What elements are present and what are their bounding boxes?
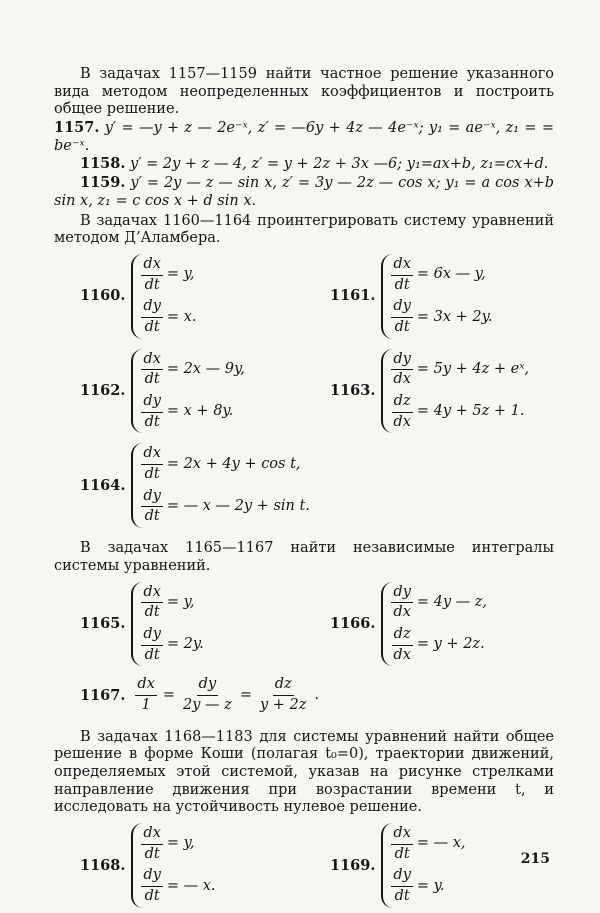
rhs: = 4y + 5z + 1. <box>416 403 525 420</box>
problem-number: 1161. <box>330 287 376 305</box>
equation <box>391 393 529 431</box>
denominator: dx <box>393 371 411 388</box>
equation <box>141 584 203 622</box>
rhs: = 5y + 4z + eˣ, <box>416 360 530 377</box>
system-1161 <box>330 254 493 339</box>
rhs: = 2x + 4y + cos t, <box>166 455 301 472</box>
denominator: dt <box>394 845 410 862</box>
problem-number: 1166. <box>330 615 376 633</box>
denominator: dt <box>144 466 160 483</box>
rhs: = y, <box>166 593 195 610</box>
equation <box>141 825 215 863</box>
problem-number: 1169. <box>330 856 376 874</box>
rhs: = 6x — y, <box>416 266 486 283</box>
problem-number: 1168. <box>80 856 126 874</box>
system-brace <box>381 582 487 667</box>
numerator: dx <box>141 584 162 604</box>
system-brace <box>131 823 215 908</box>
denominator: dt <box>144 276 160 293</box>
system-brace <box>381 349 529 434</box>
equation <box>391 626 487 664</box>
denominator: dx <box>393 604 411 621</box>
system-1163 <box>330 349 529 434</box>
page-number: 215 <box>520 850 550 867</box>
numerator: dy <box>141 393 162 413</box>
system-brace <box>131 254 196 339</box>
problem-text: y′ = 2y — z — sin x, z′ = 3y — 2z — cos x; y₁ = a cos x+b sin x, z₁ = c cos x + d sin x. <box>54 175 554 209</box>
denominator: dt <box>144 646 160 663</box>
system-1169 <box>330 823 466 908</box>
denominator: dt <box>144 888 160 905</box>
numerator: dy <box>141 298 162 318</box>
system-brace <box>131 349 244 434</box>
system-1166 <box>330 582 487 667</box>
numerator: dx <box>141 825 162 845</box>
numerator: dx <box>391 825 412 845</box>
denominator: dx <box>393 413 411 430</box>
numerator: dy <box>141 867 162 887</box>
numerator: dx <box>141 256 162 276</box>
rhs: = y. <box>416 877 445 894</box>
denominator: dt <box>394 318 410 335</box>
system-1160 <box>54 254 330 339</box>
equation <box>141 256 196 294</box>
denominator: dt <box>144 318 160 335</box>
equation <box>391 584 487 622</box>
rhs: = 2y. <box>166 636 204 653</box>
rhs: = y, <box>166 835 195 852</box>
system-brace <box>131 582 203 667</box>
intro-1165: В задачах 1165—1167 найти независимые интегралы системы уравнений. <box>54 540 554 574</box>
page-body <box>54 66 554 908</box>
denominator: dt <box>144 371 160 388</box>
rhs: = y, <box>166 266 195 283</box>
equation <box>391 867 465 905</box>
denominator: dt <box>394 888 410 905</box>
problem-number: 1158. <box>80 155 126 173</box>
numerator: dy <box>391 584 412 604</box>
numerator: dx <box>141 445 162 465</box>
system-row <box>54 582 554 667</box>
equation <box>391 256 492 294</box>
intro-1157: В задачах 1157—1159 найти частное решение указанного вида методом неопределенных коэффициентов и построить общее решение. <box>54 66 554 118</box>
numerator: dz <box>273 676 294 696</box>
equation <box>141 445 310 483</box>
denominator: dt <box>144 508 160 525</box>
problem-1159 <box>54 174 554 210</box>
denominator: dt <box>144 413 160 430</box>
rhs: = y + 2z. <box>416 636 485 653</box>
ratio-chain <box>129 676 319 714</box>
denominator: dt <box>144 604 160 621</box>
problem-number: 1157. <box>54 119 100 137</box>
problem-1167 <box>54 676 554 714</box>
equals-sign: = <box>239 686 252 703</box>
problem-number: 1160. <box>80 287 126 305</box>
denominator: dt <box>394 276 410 293</box>
rhs: = 2x — 9y, <box>166 360 245 377</box>
system-1168 <box>54 823 330 908</box>
rhs: = — x, <box>416 835 466 852</box>
system-1165 <box>54 582 330 667</box>
problem-number: 1162. <box>80 382 126 400</box>
problem-number: 1163. <box>330 382 376 400</box>
problem-text: y′ = 2y + z — 4, z′ = y + 2z + 3x —6; y₁=ax+b, z₁=cx+d. <box>130 156 549 173</box>
equation <box>141 351 244 389</box>
problem-1157 <box>54 119 554 155</box>
system-1162 <box>54 349 330 434</box>
numerator: dx <box>135 676 156 696</box>
rhs: = 3x + 2y. <box>416 308 493 325</box>
numerator: dy <box>141 488 162 508</box>
numerator: dx <box>141 351 162 371</box>
rhs: = x. <box>166 308 197 325</box>
numerator: dy <box>391 298 412 318</box>
problem-number: 1165. <box>80 615 126 633</box>
system-row <box>54 254 554 339</box>
problem-1158 <box>80 155 554 174</box>
denominator: y + 2z <box>259 696 307 713</box>
rhs: = 4y — z, <box>416 593 488 610</box>
equation <box>391 298 492 336</box>
equation <box>391 351 529 389</box>
problem-text: y′ = —y + z — 2e⁻ˣ, z′ = —6y + 4z — 4e⁻ˣ; y₁ = ae⁻ˣ, z₁ = = be⁻ˣ. <box>54 120 554 154</box>
intro-1168: В задачах 1168—1183 для системы уравнений найти общее решение в форме Коши (полагая t₀=0), траектории движений, определяемых этой системой, указав на рисунке стрелками направление движения при возрастании времени t, и исследовать на устойчивость нулевое решение. <box>54 728 554 816</box>
numerator: dz <box>392 626 413 646</box>
equation <box>141 393 244 431</box>
numerator: dy <box>391 867 412 887</box>
denominator: dx <box>393 646 411 663</box>
equation <box>141 626 203 664</box>
period: . <box>314 686 320 703</box>
system-brace <box>381 823 465 908</box>
equals-sign: = <box>162 686 176 703</box>
problem-number: 1159. <box>80 174 126 192</box>
equation <box>141 488 310 526</box>
rhs: = — x. <box>166 877 216 894</box>
numerator: dy <box>391 351 412 371</box>
system-row <box>54 443 554 528</box>
intro-1160: В задачах 1160—1164 проинтегрировать систему уравнений методом Д’Аламбера. <box>54 212 554 247</box>
equation <box>391 825 465 863</box>
denominator: 1 <box>141 696 151 713</box>
denominator: 2y — z <box>183 696 232 713</box>
equation <box>141 298 196 336</box>
rhs: = — x — 2y + sin t. <box>166 498 310 515</box>
numerator: dy <box>141 626 162 646</box>
system-row <box>54 823 554 908</box>
rhs: = x + 8y. <box>166 403 234 420</box>
equation <box>141 867 215 905</box>
system-1164 <box>54 443 310 528</box>
numerator: dy <box>197 676 218 696</box>
problem-number: 1164. <box>80 476 126 494</box>
problem-number: 1167. <box>80 686 126 704</box>
denominator: dt <box>144 845 160 862</box>
system-brace <box>131 443 310 528</box>
system-brace <box>381 254 492 339</box>
system-row <box>54 349 554 434</box>
numerator: dz <box>392 393 413 413</box>
numerator: dx <box>391 256 412 276</box>
